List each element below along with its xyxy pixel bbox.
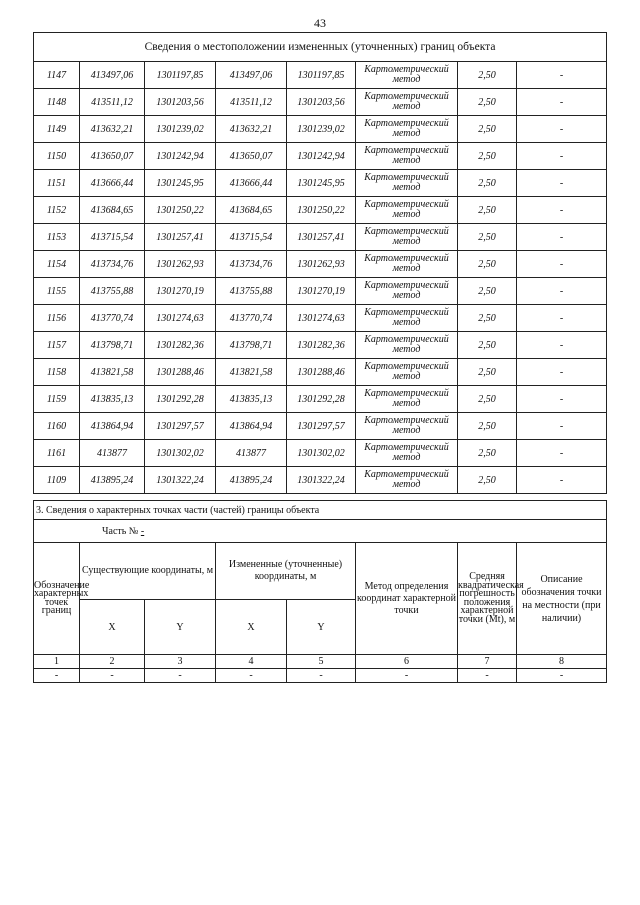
- table-row: [34, 305, 607, 332]
- section3-title: 3. Сведения о характерных точках части (частей) границы объекта: [34, 501, 607, 520]
- accuracy-cell: 2,50: [458, 278, 517, 305]
- point-number-cell: 1156: [34, 305, 80, 332]
- existing-y-cell: 1301274,63: [145, 305, 216, 332]
- header-changed-y: Y: [287, 600, 356, 655]
- description-cell: -: [517, 170, 607, 197]
- table-row: [34, 386, 607, 413]
- changed-y-cell: 1301297,57: [287, 413, 356, 440]
- existing-x-cell: 413821,58: [80, 359, 145, 386]
- part-value: -: [140, 525, 145, 537]
- method-cell: Картометрический метод: [356, 440, 458, 467]
- point-number-cell: 1161: [34, 440, 80, 467]
- existing-x-cell: 413770,74: [80, 305, 145, 332]
- changed-x-cell: 413864,94: [216, 413, 287, 440]
- accuracy-cell: 2,50: [458, 251, 517, 278]
- method-cell: Картометрический метод: [356, 62, 458, 89]
- point-number-cell: 1153: [34, 224, 80, 251]
- point-number-cell: 1148: [34, 89, 80, 116]
- part-row: [34, 520, 607, 543]
- header-changed-coords: Измененные (уточненные) координаты, м: [216, 543, 356, 600]
- changed-x-cell: 413770,74: [216, 305, 287, 332]
- method-cell: Картометрический метод: [356, 143, 458, 170]
- empty-cell: -: [216, 669, 287, 683]
- header-existing-y: Y: [145, 600, 216, 655]
- existing-x-cell: 413497,06: [80, 62, 145, 89]
- column-number: 3: [145, 655, 216, 669]
- changed-y-cell: 1301257,41: [287, 224, 356, 251]
- point-number-cell: 1158: [34, 359, 80, 386]
- description-cell: -: [517, 440, 607, 467]
- changed-x-cell: 413632,21: [216, 116, 287, 143]
- header-description: Описание обозначения точки на местности (при наличии): [517, 543, 607, 655]
- method-cell: Картометрический метод: [356, 224, 458, 251]
- header-method: Метод определения координат характерной точки: [356, 543, 458, 655]
- existing-y-cell: 1301245,95: [145, 170, 216, 197]
- empty-cell: -: [356, 669, 458, 683]
- existing-x-cell: 413511,12: [80, 89, 145, 116]
- existing-x-cell: 413734,76: [80, 251, 145, 278]
- empty-cell: -: [287, 669, 356, 683]
- existing-y-cell: 1301239,02: [145, 116, 216, 143]
- header-changed-x: X: [216, 600, 287, 655]
- method-cell: Картометрический метод: [356, 197, 458, 224]
- existing-y-cell: 1301262,93: [145, 251, 216, 278]
- changed-y-cell: 1301322,24: [287, 467, 356, 494]
- existing-y-cell: 1301292,28: [145, 386, 216, 413]
- table-row: [34, 467, 607, 494]
- accuracy-cell: 2,50: [458, 143, 517, 170]
- table-row: [34, 116, 607, 143]
- accuracy-cell: 2,50: [458, 224, 517, 251]
- header-designation: Обозначение характерных точек границ: [34, 543, 80, 655]
- description-cell: -: [517, 359, 607, 386]
- changed-y-cell: 1301250,22: [287, 197, 356, 224]
- header-existing-coords: Существующие координаты, м: [80, 543, 216, 600]
- changed-y-cell: 1301245,95: [287, 170, 356, 197]
- description-cell: -: [517, 386, 607, 413]
- method-cell: Картометрический метод: [356, 467, 458, 494]
- column-number: 4: [216, 655, 287, 669]
- changed-y-cell: 1301262,93: [287, 251, 356, 278]
- point-number-cell: 1160: [34, 413, 80, 440]
- existing-x-cell: 413877: [80, 440, 145, 467]
- column-number: 8: [517, 655, 607, 669]
- point-number-cell: 1159: [34, 386, 80, 413]
- boundary-points-table: [33, 32, 607, 494]
- changed-x-cell: 413715,54: [216, 224, 287, 251]
- point-number-cell: 1151: [34, 170, 80, 197]
- description-cell: -: [517, 62, 607, 89]
- changed-x-cell: 413877: [216, 440, 287, 467]
- method-cell: Картометрический метод: [356, 359, 458, 386]
- changed-y-cell: 1301282,36: [287, 332, 356, 359]
- changed-y-cell: 1301270,19: [287, 278, 356, 305]
- table-row: [34, 413, 607, 440]
- header-accuracy: Средняя квадратическая погрешность положения характерной точки (Mt), м: [458, 543, 517, 655]
- empty-cell: -: [80, 669, 145, 683]
- existing-y-cell: 1301282,36: [145, 332, 216, 359]
- changed-y-cell: 1301203,56: [287, 89, 356, 116]
- table-row: [34, 170, 607, 197]
- table-row: [34, 251, 607, 278]
- method-cell: Картометрический метод: [356, 305, 458, 332]
- column-number: 6: [356, 655, 458, 669]
- changed-y-cell: 1301242,94: [287, 143, 356, 170]
- changed-x-cell: 413497,06: [216, 62, 287, 89]
- existing-x-cell: 413755,88: [80, 278, 145, 305]
- changed-y-cell: 1301288,46: [287, 359, 356, 386]
- existing-y-cell: 1301297,57: [145, 413, 216, 440]
- existing-x-cell: 413632,21: [80, 116, 145, 143]
- changed-y-cell: 1301302,02: [287, 440, 356, 467]
- table-row: [34, 197, 607, 224]
- existing-y-cell: 1301242,94: [145, 143, 216, 170]
- accuracy-cell: 2,50: [458, 386, 517, 413]
- table-row: [34, 143, 607, 170]
- accuracy-cell: 2,50: [458, 89, 517, 116]
- changed-y-cell: 1301274,63: [287, 305, 356, 332]
- empty-cell: -: [458, 669, 517, 683]
- table-row: [34, 359, 607, 386]
- table-row: [34, 332, 607, 359]
- changed-x-cell: 413755,88: [216, 278, 287, 305]
- existing-x-cell: 413835,13: [80, 386, 145, 413]
- changed-x-cell: 413650,07: [216, 143, 287, 170]
- column-number: 1: [34, 655, 80, 669]
- existing-y-cell: 1301203,56: [145, 89, 216, 116]
- table-row: [34, 440, 607, 467]
- changed-x-cell: 413511,12: [216, 89, 287, 116]
- table-row: [34, 62, 607, 89]
- description-cell: -: [517, 143, 607, 170]
- method-cell: Картометрический метод: [356, 278, 458, 305]
- method-cell: Картометрический метод: [356, 413, 458, 440]
- existing-y-cell: 1301270,19: [145, 278, 216, 305]
- point-number-cell: 1147: [34, 62, 80, 89]
- page-number: 43: [314, 16, 326, 30]
- section-title: Сведения о местоположении измененных (уточненных) границ объекта: [34, 33, 607, 62]
- empty-cell: -: [517, 669, 607, 683]
- empty-cell: -: [34, 669, 80, 683]
- point-number-cell: 1109: [34, 467, 80, 494]
- point-number-cell: 1152: [34, 197, 80, 224]
- column-number: 2: [80, 655, 145, 669]
- method-cell: Картометрический метод: [356, 386, 458, 413]
- existing-y-cell: 1301302,02: [145, 440, 216, 467]
- method-cell: Картометрический метод: [356, 170, 458, 197]
- changed-x-cell: 413734,76: [216, 251, 287, 278]
- changed-x-cell: 413821,58: [216, 359, 287, 386]
- changed-x-cell: 413835,13: [216, 386, 287, 413]
- existing-y-cell: 1301322,24: [145, 467, 216, 494]
- point-number-cell: 1149: [34, 116, 80, 143]
- existing-x-cell: 413798,71: [80, 332, 145, 359]
- description-cell: -: [517, 413, 607, 440]
- accuracy-cell: 2,50: [458, 359, 517, 386]
- changed-x-cell: 413684,65: [216, 197, 287, 224]
- table-row: [34, 224, 607, 251]
- accuracy-cell: 2,50: [458, 332, 517, 359]
- method-cell: Картометрический метод: [356, 251, 458, 278]
- existing-y-cell: 1301288,46: [145, 359, 216, 386]
- changed-y-cell: 1301239,02: [287, 116, 356, 143]
- existing-x-cell: 413895,24: [80, 467, 145, 494]
- accuracy-cell: 2,50: [458, 62, 517, 89]
- existing-x-cell: 413650,07: [80, 143, 145, 170]
- changed-x-cell: 413666,44: [216, 170, 287, 197]
- existing-x-cell: 413684,65: [80, 197, 145, 224]
- accuracy-cell: 2,50: [458, 413, 517, 440]
- description-cell: -: [517, 278, 607, 305]
- accuracy-cell: 2,50: [458, 440, 517, 467]
- method-cell: Картометрический метод: [356, 116, 458, 143]
- part-points-table: [33, 500, 607, 683]
- description-cell: -: [517, 332, 607, 359]
- existing-y-cell: 1301197,85: [145, 62, 216, 89]
- empty-cell: -: [145, 669, 216, 683]
- changed-x-cell: 413895,24: [216, 467, 287, 494]
- accuracy-cell: 2,50: [458, 467, 517, 494]
- changed-y-cell: 1301292,28: [287, 386, 356, 413]
- existing-x-cell: 413666,44: [80, 170, 145, 197]
- point-number-cell: 1154: [34, 251, 80, 278]
- accuracy-cell: 2,50: [458, 116, 517, 143]
- accuracy-cell: 2,50: [458, 170, 517, 197]
- header-existing-x: X: [80, 600, 145, 655]
- accuracy-cell: 2,50: [458, 305, 517, 332]
- existing-x-cell: 413715,54: [80, 224, 145, 251]
- point-number-cell: 1157: [34, 332, 80, 359]
- description-cell: -: [517, 89, 607, 116]
- description-cell: -: [517, 251, 607, 278]
- description-cell: -: [517, 224, 607, 251]
- changed-x-cell: 413798,71: [216, 332, 287, 359]
- column-number: 5: [287, 655, 356, 669]
- method-cell: Картометрический метод: [356, 89, 458, 116]
- table-row: [34, 89, 607, 116]
- point-number-cell: 1155: [34, 278, 80, 305]
- column-number: 7: [458, 655, 517, 669]
- part-label: Часть №: [102, 525, 139, 537]
- existing-x-cell: 413864,94: [80, 413, 145, 440]
- existing-y-cell: 1301257,41: [145, 224, 216, 251]
- point-number-cell: 1150: [34, 143, 80, 170]
- description-cell: -: [517, 305, 607, 332]
- changed-y-cell: 1301197,85: [287, 62, 356, 89]
- accuracy-cell: 2,50: [458, 197, 517, 224]
- description-cell: -: [517, 197, 607, 224]
- table-row: [34, 278, 607, 305]
- existing-y-cell: 1301250,22: [145, 197, 216, 224]
- description-cell: -: [517, 467, 607, 494]
- description-cell: -: [517, 116, 607, 143]
- method-cell: Картометрический метод: [356, 332, 458, 359]
